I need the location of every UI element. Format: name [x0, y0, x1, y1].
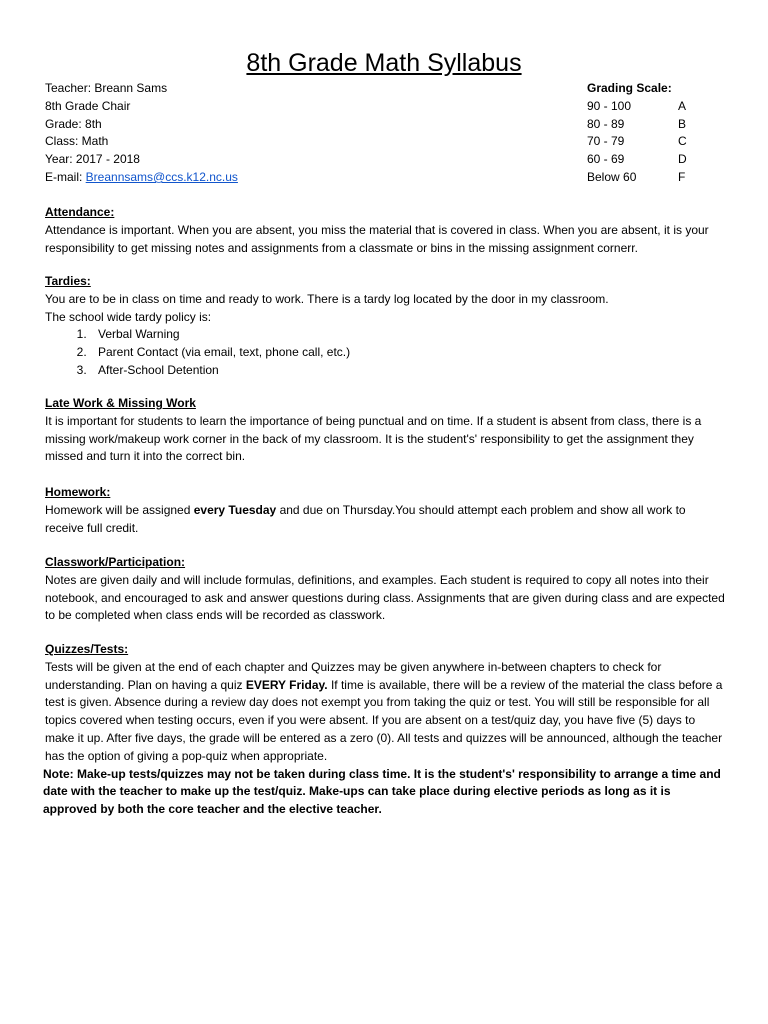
- tardies-policy-intro: The school wide tardy policy is:: [45, 309, 212, 324]
- quizzes-section: [45, 641, 725, 819]
- grade-row: [587, 116, 687, 134]
- classwork-text: Notes are given daily and will include formulas, definitions, and examples. Each student is required to copy all notes into their notebook, and encouraged to ask and answer questions during class. Assignments that are given during class and are expected to be completed when class ends will be recorded as classwork.: [45, 572, 725, 623]
- quizzes-text-b: If time is available, there will be a review of the material the class before a test is given. Absence during a review day does not exempt you from taking the quiz or test. You will still be responsible for all topics covered when testing occurs, even if you were absent. If you are absent on a test/quiz day, you have five (5) days to make it up. After five days, the grade will be entered as a zero (0). All tests and quizzes will be announced, although the teacher has the option of giving a pop-quiz when appropriate.: [45, 677, 723, 763]
- quizzes-emphasis: EVERY Friday.: [245, 677, 328, 692]
- quizzes-text-a: Tests will be given at the end of each chapter and Quizzes may be given anywhere in-between chapters to check for understanding. Plan on having a quiz: [45, 659, 662, 692]
- grade-letter: A: [678, 98, 687, 113]
- tardies-heading: Tardies:: [45, 274, 91, 288]
- homework-text-a: Homework will be assigned: [45, 502, 194, 517]
- grade-range: 80 - 89: [587, 116, 625, 131]
- grade-row: [587, 98, 687, 116]
- list-item: 3. After-School Detention: [90, 362, 725, 380]
- homework-text: [45, 502, 725, 538]
- email-line: [45, 169, 238, 187]
- grade-range: 70 - 79: [587, 134, 625, 149]
- email-link[interactable]: Breannsams@ccs.k12.nc.us: [85, 169, 238, 184]
- email-label: E-mail:: [45, 169, 86, 184]
- makeup-note: Note: Make-up tests/quizzes may not be taken during class time. It is the student's' responsibility to arrange a time and date with the teacher to make up the test/quiz. Make-ups can take place during elective periods as long as it is approved by both the core teacher and the elective teacher.: [43, 766, 721, 817]
- tardies-section: [45, 273, 725, 380]
- tardies-text: You are to be in class on time and ready to work. There is a tardy log located by the door in my classroom.: [45, 291, 609, 306]
- grade-range: Below 60: [587, 169, 637, 184]
- quizzes-heading: Quizzes/Tests:: [45, 642, 129, 656]
- homework-section: [45, 484, 725, 537]
- teacher-info: [45, 80, 238, 187]
- homework-heading: Homework:: [45, 485, 111, 499]
- grade-level: Grade: 8th: [45, 116, 102, 131]
- grade-letter: C: [678, 134, 687, 149]
- grade-row: [587, 169, 687, 187]
- page-title: 8th Grade Math Syllabus: [246, 49, 522, 77]
- late-work-heading: Late Work & Missing Work: [45, 396, 196, 410]
- tardy-policy-list: [45, 326, 725, 379]
- attendance-heading: Attendance:: [45, 205, 115, 219]
- homework-emphasis: every Tuesday: [193, 502, 277, 517]
- homework-text-b: and due on Thursday.You should attempt each problem and show all work to receive full credit.: [45, 502, 686, 535]
- teacher-name: Teacher: Breann Sams: [45, 81, 168, 95]
- quizzes-text: [45, 659, 725, 766]
- late-work-section: [45, 395, 725, 466]
- list-item: 1. Verbal Warning: [90, 326, 725, 344]
- attendance-text: Attendance is important. When you are absent, you miss the material that is covered in class. When you are absent, it is your responsibility to get missing notes and assignments from a classmate or bins in the missing assignment cornerr.: [45, 222, 709, 255]
- teacher-role: 8th Grade Chair: [45, 98, 131, 113]
- grade-row: [587, 133, 687, 151]
- late-work-text: It is important for students to learn the importance of being punctual and on time. If a student is absent from class, there is a missing work/makeup work corner in the back of my classroom. It is the student's' responsibility to get the assignment they missed and turn it into the correct bin.: [45, 413, 702, 464]
- attendance-section: [45, 204, 725, 257]
- list-item: 2. Parent Contact (via email, text, phone call, etc.): [90, 344, 725, 362]
- grade-range: 60 - 69: [587, 152, 625, 167]
- grading-scale: [587, 80, 687, 187]
- grade-range: 90 - 100: [587, 98, 632, 113]
- class-name: Class: Math: [45, 134, 109, 149]
- grade-letter: D: [678, 152, 687, 167]
- grade-letter: B: [678, 116, 687, 131]
- grade-letter: F: [678, 169, 686, 184]
- grade-row: [587, 151, 687, 169]
- grading-scale-header: Grading Scale:: [587, 81, 672, 95]
- school-year: Year: 2017 - 2018: [45, 152, 140, 167]
- classwork-heading: Classwork/Participation:: [45, 555, 186, 569]
- classwork-section: [45, 554, 725, 625]
